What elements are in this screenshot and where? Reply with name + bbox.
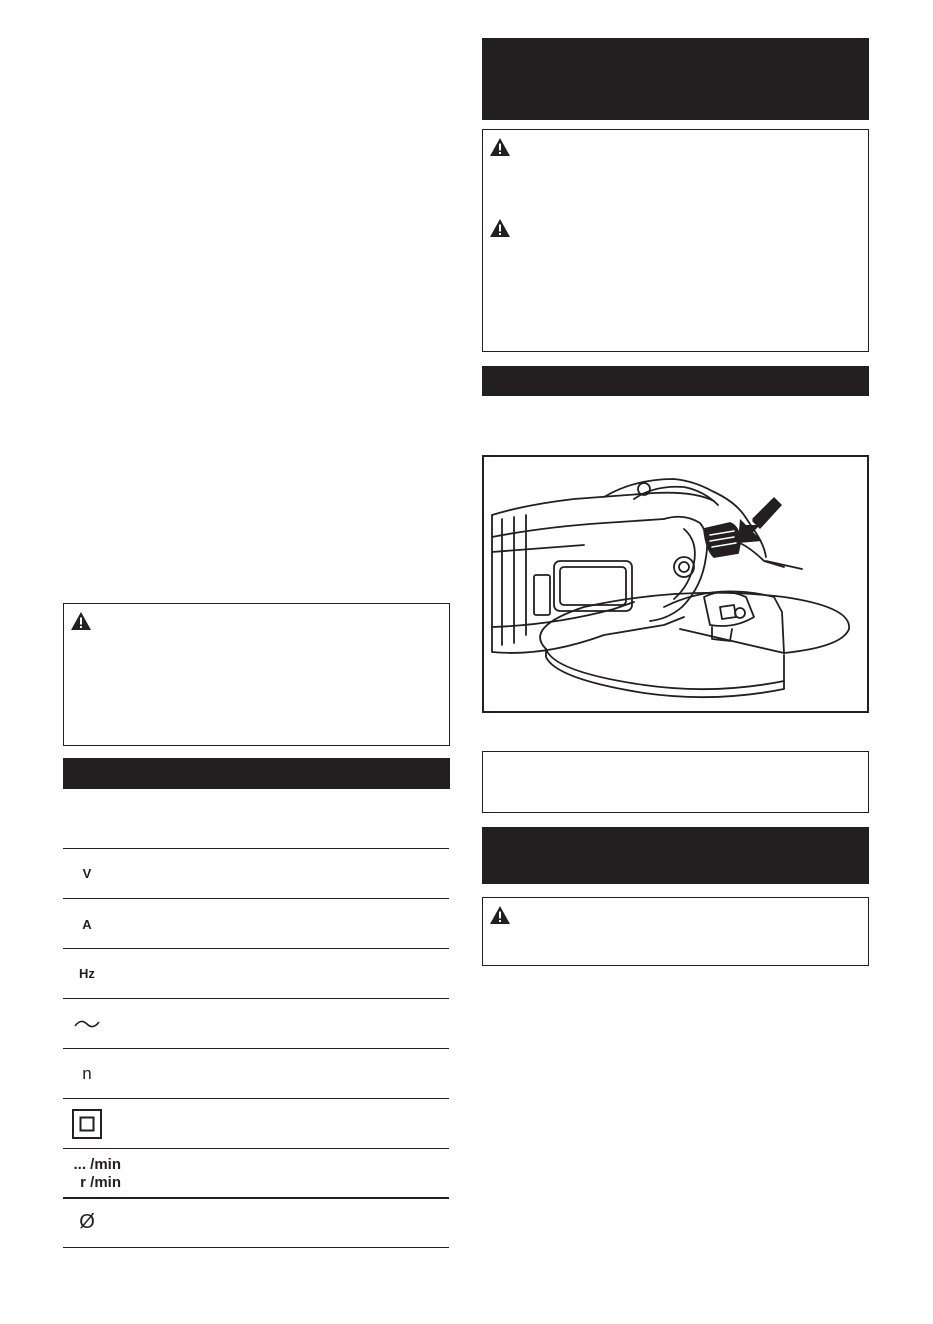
table-row-divider (63, 1048, 449, 1049)
table-row-divider (63, 898, 449, 899)
per-minute-label: ... /min (73, 1156, 121, 1173)
diameter-icon: Ø (79, 1211, 95, 1233)
hertz-symbol: Hz (79, 966, 95, 981)
warning-box (63, 603, 450, 746)
revolutions-per-minute-symbol (63, 1156, 125, 1192)
subsection-header-bar (482, 366, 869, 396)
warning-triangle-icon (489, 905, 511, 925)
table-row-divider (63, 1247, 449, 1248)
table-row-divider (63, 848, 449, 849)
table-row-divider (63, 1098, 449, 1099)
section-header-bar (482, 827, 869, 884)
warning-triangle-icon (489, 137, 511, 157)
note-box (482, 751, 869, 813)
table-row-divider (63, 998, 449, 999)
angle-grinder-illustration (484, 457, 867, 711)
rated-speed-symbol: n (82, 1064, 92, 1083)
symbols-header-bar (63, 758, 450, 789)
warning-box (482, 129, 869, 352)
table-row-divider (63, 1197, 449, 1199)
figure-frame (482, 455, 869, 713)
revolutions-per-minute-label: r /min (80, 1174, 121, 1191)
volts-symbol: V (82, 866, 92, 881)
alternating-current-icon (73, 1016, 101, 1032)
amperes-symbol: A (82, 917, 92, 932)
section-header-bar (482, 38, 869, 120)
warning-triangle-icon (70, 611, 92, 631)
arrow-icon (738, 497, 782, 543)
table-row-divider (63, 1148, 449, 1149)
warning-triangle-icon (489, 218, 511, 238)
class-ii-double-insulation-icon (72, 1109, 102, 1139)
table-row-divider (63, 948, 449, 949)
warning-box (482, 897, 869, 966)
